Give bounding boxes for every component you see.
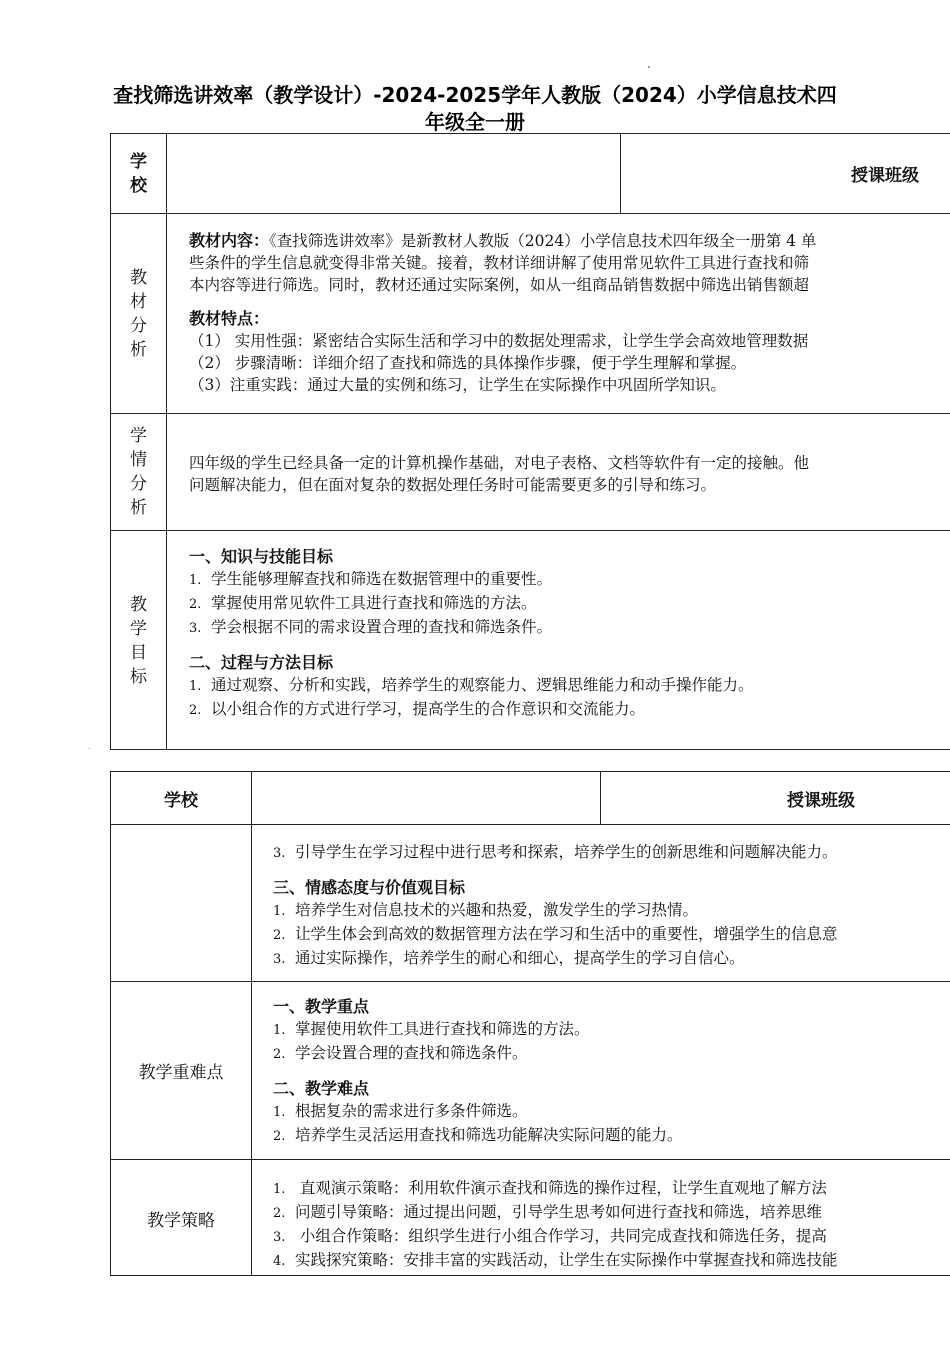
goals-heading: 三、情感态度与价值观目标 <box>273 878 466 897</box>
artifact-dot <box>89 748 90 749</box>
material-content-line: 《查找筛选讲效率》是新教材人教版（2024）小学信息技术四年级全一册第 4 单 <box>269 232 817 250</box>
teaching-goals-label: 教 学 目 标 <box>130 595 147 687</box>
material-content-line: 本内容等进行筛选。同时，教材还通过实际案例，如从一组商品销售数据中筛选出销售额超 <box>189 276 810 294</box>
feature-item: （3）注重实践：通过大量的实例和练习，让学生在实际操作中巩固所学知识。 <box>189 376 726 394</box>
school-value[interactable] <box>252 772 600 824</box>
goals-heading: 二、过程与方法目标 <box>189 653 334 672</box>
feature-item: （1） 实用性强：紧密结合实际生活和学习中的数据处理需求，让学生学会高效地管理数据 <box>189 332 809 350</box>
material-content-heading: 教材内容： <box>189 231 270 250</box>
key-item: 1. 掌握使用软件工具进行查找和筛选的方法。 <box>273 1020 590 1038</box>
class-label: 授课班级 <box>851 166 919 186</box>
goal-item: 3. 学会根据不同的需求设置合理的查找和筛选条件。 <box>189 618 553 636</box>
lesson-plan-table-2 <box>110 771 950 1276</box>
row-divider <box>111 413 950 414</box>
goal-item: 2. 掌握使用常见软件工具进行查找和筛选的方法。 <box>189 594 537 612</box>
column-divider <box>166 134 167 750</box>
key-item: 2. 培养学生灵活运用查找和筛选功能解决实际问题的能力。 <box>273 1126 683 1144</box>
feature-item: （2） 步骤清晰：详细介绍了查找和筛选的具体操作步骤，便于学生理解和掌握。 <box>189 354 747 372</box>
key-heading: 二、教学难点 <box>273 1079 370 1098</box>
learner-line: 四年级的学生已经具备一定的计算机操作基础，对电子表格、文档等软件有一定的接触。他 <box>189 454 810 472</box>
key-item: 2. 学会设置合理的查找和筛选条件。 <box>273 1044 528 1062</box>
key-points-label: 教学重难点 <box>138 1063 224 1083</box>
artifact-dot <box>648 66 650 68</box>
strategy-item: 1. 直观演示策略：利用软件演示查找和筛选的操作过程，让学生直观地了解方法 <box>273 1179 827 1197</box>
key-heading: 一、教学重点 <box>273 997 370 1016</box>
key-item: 1. 根据复杂的需求进行多条件筛选。 <box>273 1102 528 1120</box>
lesson-plan-table-1 <box>110 133 950 750</box>
row-divider <box>111 530 950 531</box>
column-divider <box>620 134 621 214</box>
row-divider <box>111 824 950 825</box>
goal-item: 1. 通过观察、分析和实践，培养学生的观察能力、逻辑思维能力和动手操作能力。 <box>189 676 754 694</box>
goal-item: 2. 以小组合作的方式进行学习，提高学生的合作意识和交流能力。 <box>189 700 646 718</box>
teaching-goals-continued <box>273 841 950 971</box>
material-analysis-content <box>189 230 950 396</box>
school-label: 学 校 <box>130 151 147 196</box>
title-line-1: 查找筛选讲效率（教学设计）-2024-2025学年人教版（2024）小学信息技术四 <box>113 83 837 107</box>
teaching-goals-content <box>189 546 950 722</box>
teaching-strategy-label: 教学策略 <box>147 1211 215 1231</box>
goal-item: 3. 引导学生在学习过程中进行思考和探索，培养学生的创新思维和问题解决能力。 <box>273 843 838 861</box>
goal-item: 1. 学生能够理解查找和筛选在数据管理中的重要性。 <box>189 570 553 588</box>
goal-item: 2. 让学生体会到高效的数据管理方法在学习和生活中的重要性，增强学生的信息意 <box>273 925 838 943</box>
goals-heading: 一、知识与技能目标 <box>189 547 334 566</box>
page-title <box>60 82 890 136</box>
learner-analysis-content <box>189 452 950 496</box>
strategy-item: 2. 问题引导策略：通过提出问题，引导学生思考如何进行查找和筛选，培养思维 <box>273 1203 823 1221</box>
row-divider <box>111 213 950 214</box>
goal-item: 3. 通过实际操作，培养学生的耐心和细心，提高学生的学习自信心。 <box>273 949 745 967</box>
learner-analysis-label: 学 情 分 析 <box>130 426 147 518</box>
material-content-line: 些条件的学生信息就变得非常关键。接着，教材详细讲解了使用常见软件工具进行查找和筛 <box>189 254 810 272</box>
strategy-item: 3. 小组合作策略：组织学生进行小组合作学习，共同完成查找和筛选任务，提高 <box>273 1227 827 1245</box>
class-label: 授课班级 <box>787 790 855 811</box>
strategy-item: 4. 实践探究策略：安排丰富的实践活动，让学生在实际操作中掌握查找和筛选技能 <box>273 1251 838 1269</box>
title-line-2: 年级全一册 <box>425 110 525 134</box>
school-value[interactable] <box>167 134 620 213</box>
material-features-heading: 教材特点： <box>189 309 270 328</box>
key-points-content <box>273 996 950 1148</box>
school-label: 学校 <box>164 790 198 811</box>
material-analysis-label: 教 材 分 析 <box>130 267 147 360</box>
teaching-strategy-content <box>273 1177 950 1273</box>
column-divider <box>251 772 252 1276</box>
learner-line: 问题解决能力，但在面对复杂的数据处理任务时可能需要更多的引导和练习。 <box>189 476 717 494</box>
goal-item: 1. 培养学生对信息技术的兴趣和热爱，激发学生的学习热情。 <box>273 901 699 919</box>
